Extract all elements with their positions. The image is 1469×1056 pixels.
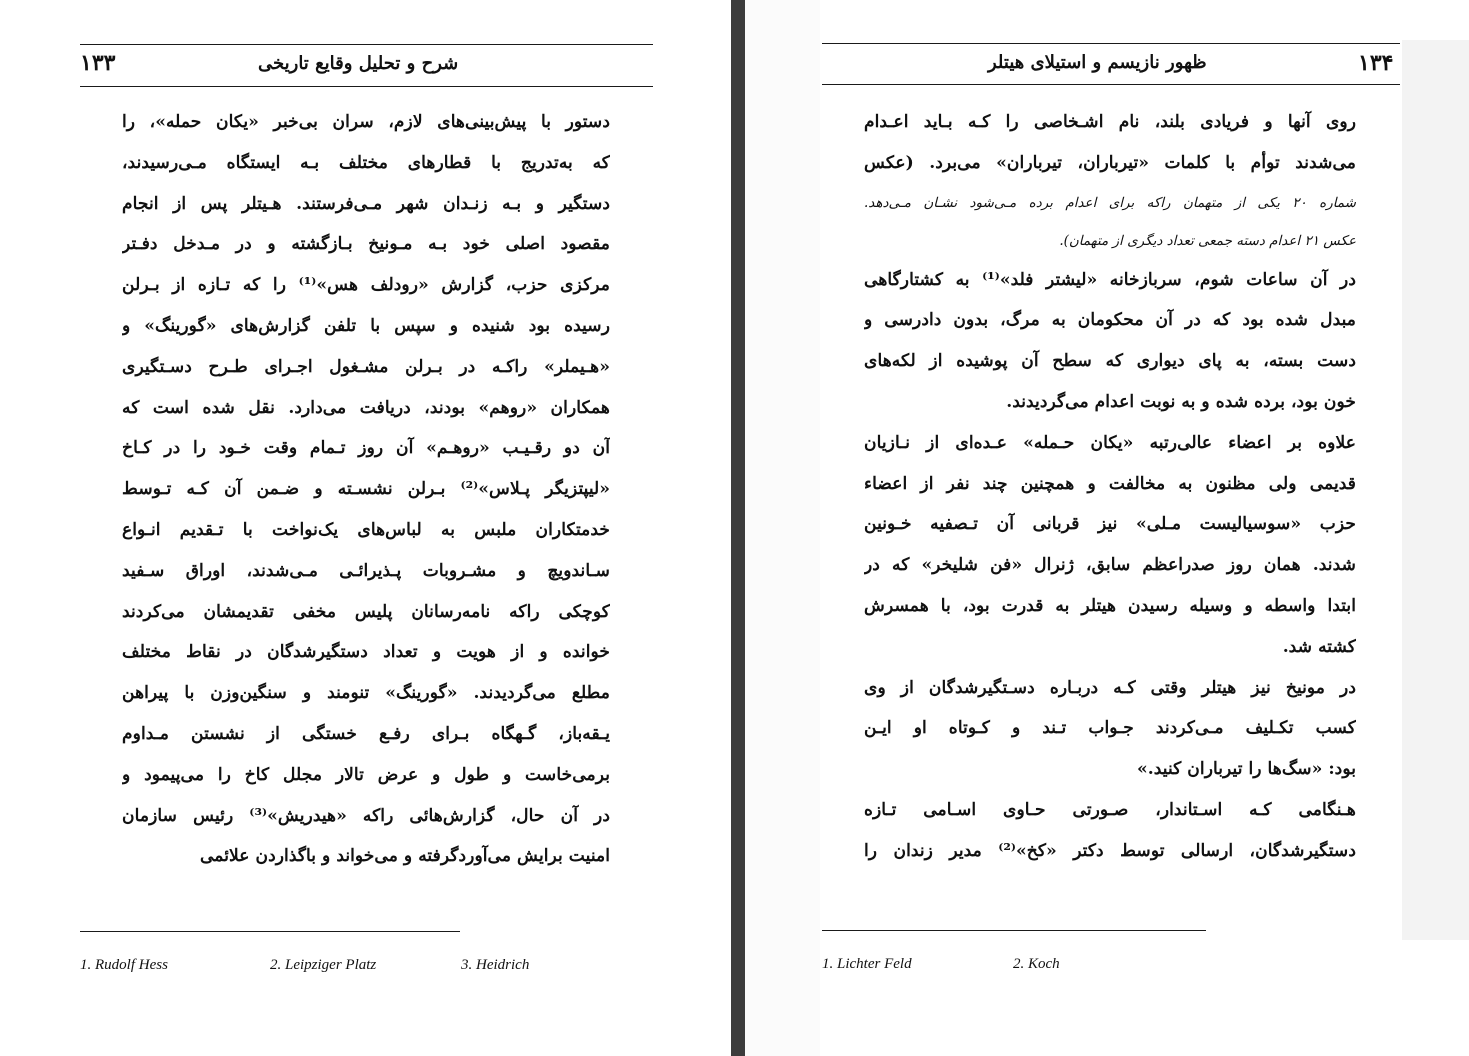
footnote-rule <box>80 931 460 932</box>
text-line: بود: «سگ‌ها را تیرباران کنید.» <box>1137 759 1356 780</box>
text-line: در آن حال، گزارش‌هائی راکه «هیدریش»⁽³⁾ رئیس سازمان <box>122 805 610 826</box>
page-shade <box>745 0 820 1056</box>
footnote: 1. Lichter Feld <box>822 956 912 972</box>
text-line: خدمتکاران ملبس به لباس‌های یک‌نواخت با تـقدیم انـواع <box>122 519 610 540</box>
header-bottom-rule <box>822 84 1400 85</box>
text-line: یـقه‌باز، گـهگاه بـرای رفـع خستگی از نشستن مـداوم <box>122 723 610 744</box>
text-line: در مونیخ نیز هیتلر وقتی کـه دربـاره دسـتگیرشدگان از وی <box>864 677 1356 698</box>
page-gutter <box>731 0 745 1056</box>
header-top-rule <box>80 44 653 45</box>
text-line: دست بسته، به پای دیواری که سطح آن پوشیده از لکه‌های <box>864 351 1356 372</box>
running-head: شرح و تحلیل وقایع تاریخی <box>258 53 459 74</box>
text-line: همکاران «روهم» بودند، دریافت می‌دارد. نقل شده است که <box>122 397 610 418</box>
text-line: خون بود، برده شده و به نوبت اعدام می‌گردیدند. <box>1006 391 1356 412</box>
text-line: کوچکی راکه نامه‌رسانان پلیس مخفی تقدیمشان می‌کردند <box>122 601 610 622</box>
text-line: کسب تکـلیف مـی‌کردند جـواب تـند و کـوتاه او ایـن <box>864 718 1356 739</box>
footnote: 2. Koch <box>1013 956 1060 972</box>
text-line: حزب «سوسیالیست مـلی» نیز قربانی آن تـصفیه خـونین <box>864 514 1356 535</box>
text-line: دستور با پیش‌بینی‌های لازم، سران بی‌خبر «یکان حمله»، را <box>122 112 610 132</box>
text-line: برمی‌خاست و طول و عرض تالار مجلل کاخ را می‌پیمود و <box>122 764 610 785</box>
left-page <box>0 0 731 1056</box>
text-line: که به‌تدریج با قطارهای مختلف بـه ایستگاه مـی‌رسیدند، <box>122 152 610 173</box>
text-line: دستگیرشدگان، ارسالی توسط دکتر «کخ»⁽²⁾ مدیر زندان را <box>864 840 1356 861</box>
text-line: علاوه بر اعضاء عالی‌رتبه «یکان حـمله» عـده‌ای از نـازیان <box>864 432 1356 453</box>
text-line: «لیپتزیگر پـلاس»⁽²⁾ بـرلن نشسـته و ضـمن آن کـه تـوسط <box>122 479 610 500</box>
text-line: سـاندویچ و مشـروبات پـذیرائـی مـی‌شدند، اوراق سـفید <box>122 560 610 581</box>
text-line: مبدل شده بود که در آن محکومان به مرگ، بدون دادرسی و <box>864 310 1356 331</box>
text-line: شدند. همان روز صدراعظم سابق، ژنرال «فن شلیخر» که در <box>864 555 1356 576</box>
text-line: ابتدا واسطه و وسیله رسیدن هیتلر به قدرت بود، با همسرش <box>864 595 1356 616</box>
text-line: در آن ساعات شوم، سربازخانه «لیشتر فلد»⁽¹⁾ به کشتارگاهی <box>864 269 1356 290</box>
text-line: کشته شد. <box>1282 636 1356 657</box>
text-line: روی آنها و فریادی بلند، نام اشـخاصی را کـه بـاید اعـدام <box>864 112 1356 132</box>
page-shade <box>1402 40 1469 940</box>
page-number: ۱۳۴ <box>1358 50 1394 76</box>
caption-line: شماره ۲۰ یکی از متهمان راکه برای اعدام برده مـی‌شود نشـان مـی‌دهد. <box>864 194 1356 211</box>
footnote-rule <box>822 930 1206 931</box>
text-line: مطلع می‌گردیدند. «گورینگ» تنومند و سنگین‌وزن با پیراهن <box>122 683 610 704</box>
text-line: می‌شدند توأم با کلمات «تیرباران، تیرباران» می‌برد. (عکس <box>864 152 1356 173</box>
text-line: رسیده بود شنیده و سپس با تلفن گزارش‌های «گورینگ» و <box>122 315 610 336</box>
body-text <box>864 102 1356 872</box>
footnote: 2. Leipziger Platz <box>270 957 377 973</box>
text-line: امنیت برایش می‌آوردگرفته و می‌خواند و باگذاردن علائمی <box>199 846 610 867</box>
text-line: آن دو رقـیـب «روهـم» آن روز تـمام وقت خـود را در کـاخ <box>122 438 610 459</box>
text-line: قدیمی ولی مظنون به مخالفت و همچنین چند نفر از اعضاء <box>864 473 1356 494</box>
footnote: 1. Rudolf Hess <box>80 957 168 973</box>
text-line: مقصود اصلی خود بـه مـونیخ بـازگشته و در مـدخل دفـتر <box>122 234 610 255</box>
text-line: خوانده و از هویت و تعداد دستگیرشدگان در نقاط مختلف <box>122 642 610 663</box>
header-bottom-rule <box>80 86 653 87</box>
footnote: 3. Heidrich <box>461 957 530 973</box>
body-text <box>122 102 610 877</box>
text-line: «هـیملر» راکـه در بـرلن مشـغول اجـرای طـرح دسـتگیری <box>122 356 610 377</box>
text-line: مرکزی حزب، گزارش «رودلف هس»⁽¹⁾ را که تـازه از بـرلن <box>122 275 610 296</box>
text-line: دستگیر و بـه زنـدان شهر مـی‌فرستند. هـیتلر پس از انجام <box>122 193 610 214</box>
page-number: ۱۳۳ <box>80 50 116 76</box>
running-head: ظهور نازیسم و استیلای هیتلر <box>988 52 1207 73</box>
header-top-rule <box>822 43 1400 44</box>
caption-line: عکس ۲۱ اعدام دسته جمعی تعداد دیگری از متهمان). <box>1059 232 1356 249</box>
text-line: هـنگامی کـه اسـتاندار، صـورتی حـاوی اسـامی تـازه <box>864 799 1356 820</box>
